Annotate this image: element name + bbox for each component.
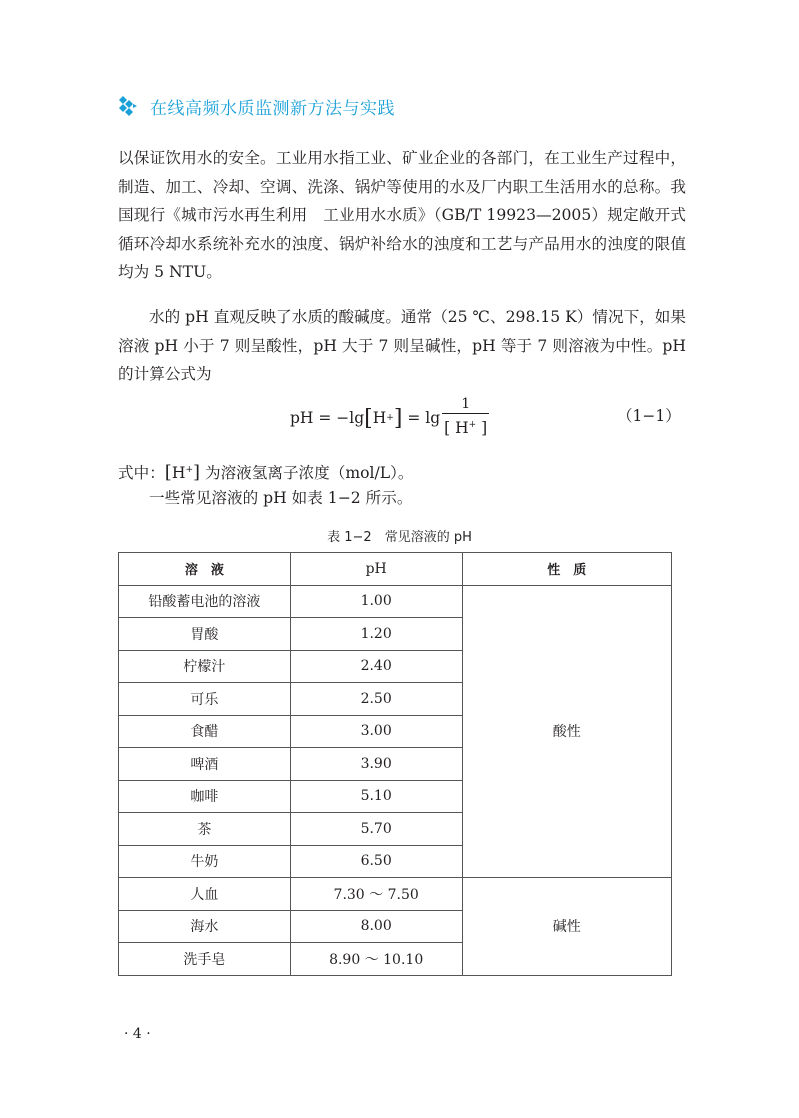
cell-solution: 铅酸蓄电池的溶液 [119,585,291,618]
cell-solution: 胃酸 [119,618,291,651]
formula-explanation [118,456,686,488]
explanation-prefix: 式中： [118,464,165,483]
formula-eq2: = lg [402,409,441,427]
header-ph: pH [290,553,462,586]
cell-ph: 1.20 [290,618,462,651]
cell-ph: 5.10 [290,780,462,813]
cell-property: 碱性 [462,878,671,976]
cell-solution: 人血 [119,878,291,911]
cell-solution: 食醋 [119,715,291,748]
cell-solution: 啤酒 [119,748,291,781]
cell-property: 酸性 [462,585,671,878]
ph-table [118,552,672,976]
cell-ph: 3.90 [290,748,462,781]
formula-h-ion: H [455,419,469,438]
table-caption: 表 1−2 常见溶液的 pH [327,530,472,545]
equation-number: （1−1） [617,407,681,425]
page-number: · 4 · [124,1026,151,1042]
table-header-row [119,553,672,586]
cell-ph: 6.50 [290,845,462,878]
cell-solution: 柠檬汁 [119,650,291,683]
cell-solution: 茶 [119,813,291,846]
cell-ph: 3.00 [290,715,462,748]
cell-solution: 咖啡 [119,780,291,813]
body-paragraph: 一些常见溶液的 pH 如表 1−2 所示。 [149,489,413,507]
running-header [118,93,395,119]
cell-ph: 8.00 [290,910,462,943]
cell-solution: 可乐 [119,683,291,716]
table-row [119,878,672,911]
formula-plus: + [468,420,477,431]
table-row [119,585,672,618]
fraction-denominator: [ H+ ] [442,413,489,439]
table-body [119,585,672,975]
ph-formula [290,396,489,440]
formula-plus: + [386,413,394,423]
cell-ph: 7.30 ～ 7.50 [290,878,462,911]
formula-fraction [442,396,489,439]
formula-plus: + [185,465,193,475]
cell-ph: 5.70 [290,813,462,846]
book-title: 在线高频水质监测新方法与实践 [150,98,395,119]
cell-ph: 2.40 [290,650,462,683]
header-property: 性 质 [462,553,671,586]
diamond-cluster-icon [118,95,140,117]
bracket-right: ] [192,462,201,484]
h-ion-symbol: [ [164,462,172,484]
cell-solution: 洗手皂 [119,943,291,976]
cell-solution: 牛奶 [119,845,291,878]
body-paragraph: 水的 pH 直观反映了水质的酸碱度。通常（25 ℃、298.15 K）情况下，如果溶液 pH 小于 7 则呈酸性，pH 大于 7 则呈碱性，pH 等于 7 则溶液为中性。pH 的计算公式为 [118,308,686,383]
bracket-right: ] [393,405,403,431]
cell-ph: 8.90 ～ 10.10 [290,943,462,976]
bracket-left: [ [364,405,373,431]
cell-solution: 海水 [119,910,291,943]
fraction-numerator: 1 [461,396,471,413]
body-paragraph: 以保证饮用水的安全。工业用水指工业、矿业企业的各部门，在工业生产过程中，制造、加工、冷却、空调、洗涤、锅炉等使用的水及厂内职工生活用水的总称。我国现行《城市污水再生利用 工业用水水质》（GB/T 19923—2005）规定敞开式循环冷却水系统补充水的浊度、锅炉补给水的浊度和工艺与产品用水的浊度的限值均为 5 NTU。 [118,149,686,281]
header-solution: 溶 液 [119,553,291,586]
cell-ph: 2.50 [290,683,462,716]
explanation-suffix: 为溶液氢离子浓度（mol/L）。 [200,464,414,483]
formula-lhs: pH = −lg [290,409,365,427]
formula-h-ion: H [171,464,186,483]
cell-ph: 1.00 [290,585,462,618]
formula-h-ion: H [372,409,387,427]
